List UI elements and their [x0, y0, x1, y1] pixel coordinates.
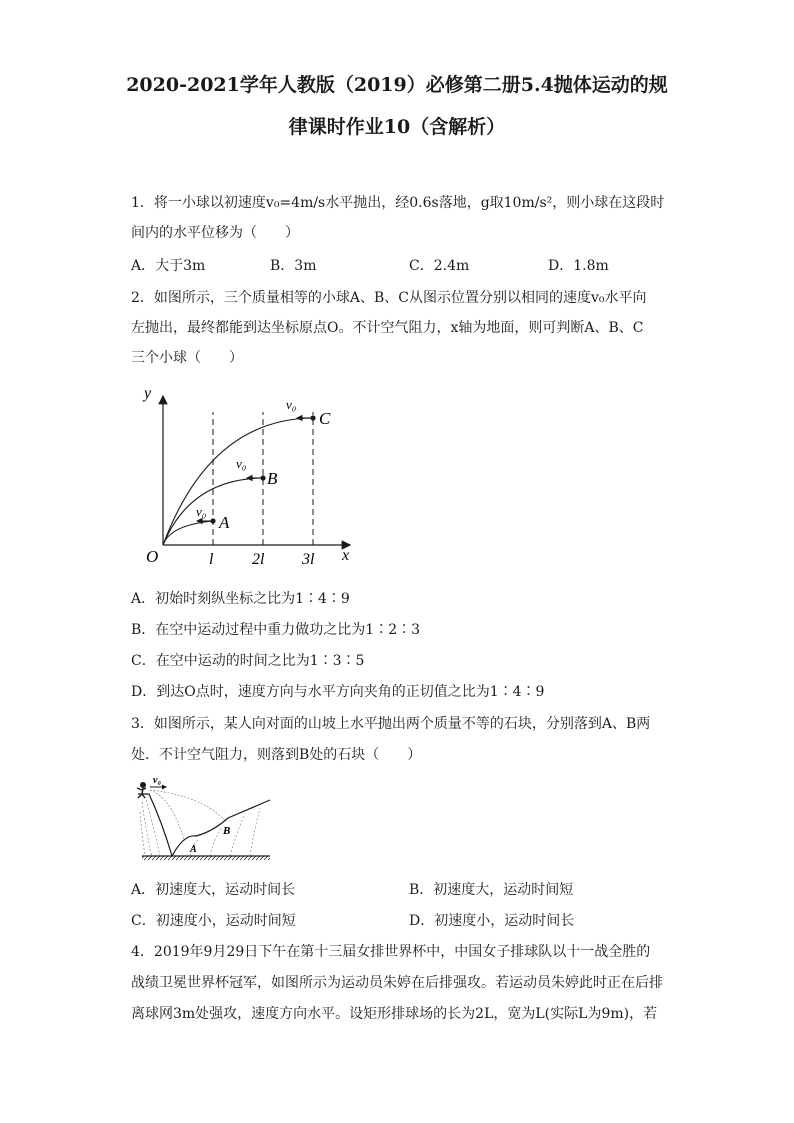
page-title-line-2: 律课时作业10（含解析）: [288, 116, 506, 138]
q2-stem-line-1: 2．如图所示，三个质量相等的小球A、B、C从图示位置分别以相同的速度v₀水平向: [131, 290, 647, 306]
q1-option-c: C．2.4m: [409, 258, 470, 274]
tick-2l: 2l: [252, 551, 265, 568]
velocity-label-a: v₀: [196, 504, 207, 519]
q1-option-b: B．3m: [270, 258, 317, 274]
q2-stem-line-3: 三个小球（ ）: [131, 350, 243, 366]
point-b-label: B: [223, 825, 231, 837]
q3-figure: [132, 772, 282, 864]
origin-label: O: [146, 547, 159, 566]
q3-option-c: C．初速度小，运动时间短: [131, 913, 296, 929]
tick-l: l: [209, 551, 214, 568]
q1-stem-line-1: 1．将一小球以初速度v₀=4m/s水平抛出，经0.6s落地，g取10m/s²，则小球在这段时: [131, 195, 665, 211]
trajectory-to-a: [150, 790, 184, 840]
q3-stem-line-1: 3．如图所示，某人向对面的山坡上水平抛出两个质量不等的石块，分别落到A、B两: [131, 716, 651, 732]
q2-option-b: B．在空中运动过程中重力做功之比为1∶2∶3: [131, 622, 421, 638]
q1-option-d: D．1.8m: [548, 258, 609, 274]
person-icon: [140, 782, 146, 788]
x-axis-label: x: [342, 547, 350, 564]
velocity-label: v₀: [153, 775, 161, 786]
q2-option-d: D．到达O点时，速度方向与水平方向夹角的正切值之比为1∶4∶9: [131, 684, 545, 700]
trajectory-to-b: [150, 790, 226, 822]
point-a-label: A: [190, 844, 197, 855]
q2-figure: [140, 382, 365, 570]
y-axis-label: y: [144, 385, 152, 402]
cliff-shading: [140, 800, 160, 856]
page-title-line-1: 2020-2021学年人教版（2019）必修第二册5.4抛体运动的规: [126, 74, 668, 96]
q2-option-a: A．初始时刻纵坐标之比为1∶4∶9: [131, 591, 350, 607]
person-body: [137, 788, 146, 798]
q2-stem-line-2: 左抛出，最终都能到达坐标原点O。不计空气阻力，x轴为地面，则可判断A、B、C: [131, 320, 644, 336]
q3-option-d: D．初速度小，运动时间长: [409, 913, 575, 929]
q1-stem-line-2: 间内的水平位移为（ ）: [131, 225, 299, 241]
q4-stem-line-3: 离球网3m处强攻，速度方向水平。设矩形排球场的长为2L，宽为L(实际L为9m)，若: [131, 1006, 658, 1022]
q4-stem-line-1: 4．2019年9月29日下午在第十三届女排世界杯中，中国女子排球队以十一战全胜的: [131, 944, 651, 960]
q3-option-a: A．初速度大，运动时间长: [131, 882, 296, 898]
velocity-label-c: v₀: [286, 397, 297, 412]
label-c: C: [319, 409, 331, 428]
q3-stem-line-2: 处．不计空气阻力，则落到B处的石块（ ）: [131, 747, 422, 763]
q4-stem-line-2: 战绩卫冕世界杯冠军，如图所示为运动员朱婷在后排强攻。若运动员朱婷此时正在后排: [131, 975, 663, 991]
label-b: B: [267, 469, 278, 488]
tick-3l: 3l: [302, 551, 315, 568]
q1-option-a: A．大于3m: [131, 258, 206, 274]
trajectory-a: [163, 521, 213, 545]
velocity-label-b: v₀: [236, 456, 247, 471]
q2-option-c: C．在空中运动的时间之比为1∶3∶5: [131, 653, 365, 669]
q3-option-b: B．初速度大，运动时间短: [409, 882, 574, 898]
label-a: A: [219, 513, 230, 532]
